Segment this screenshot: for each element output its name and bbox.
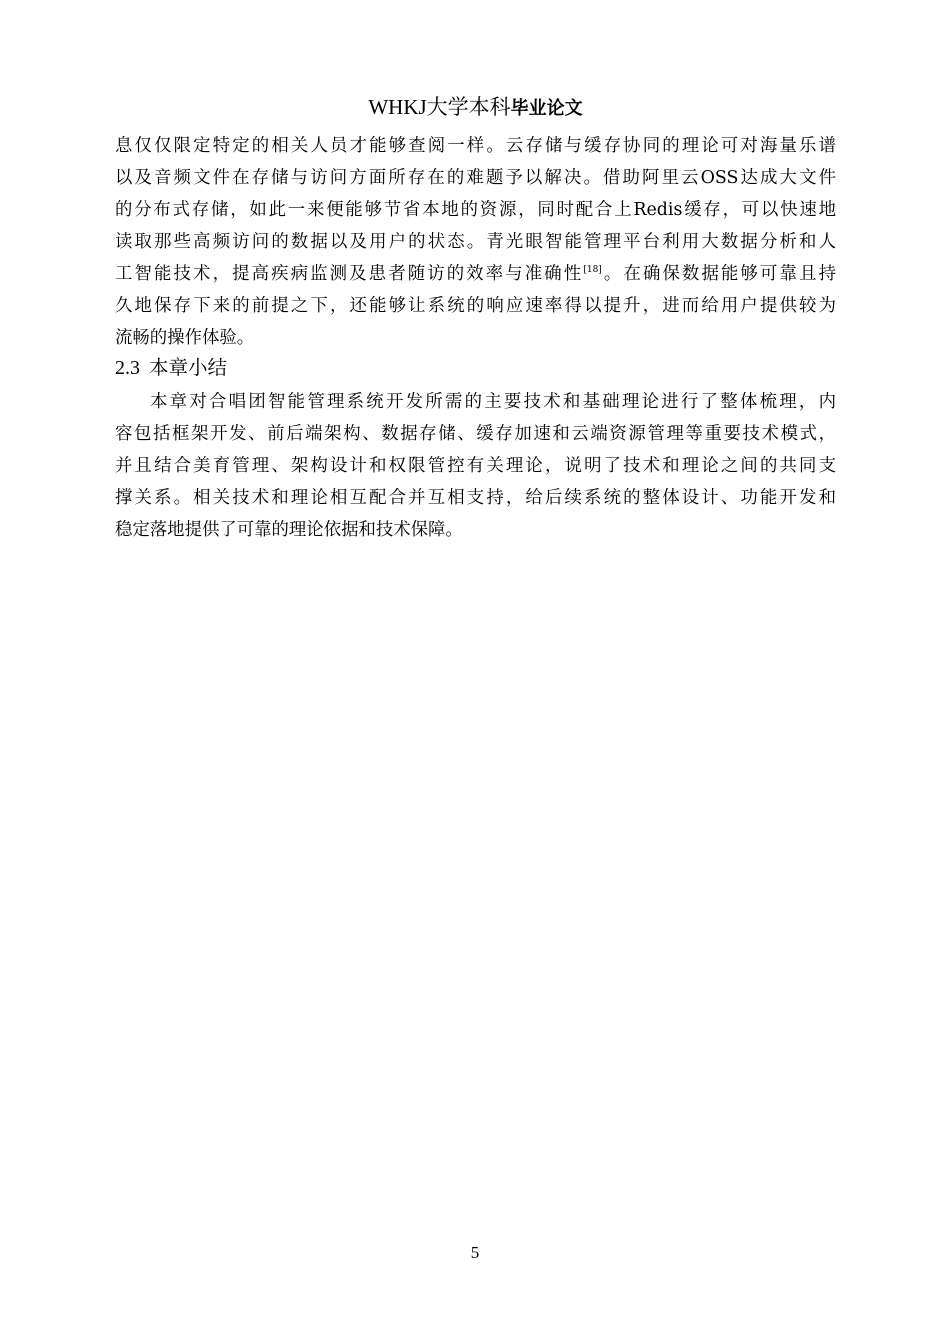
paragraph-line: 并且结合美育管理、架构设计和权限管控有关理论，说明了技术和理论之间的共同支 — [115, 456, 836, 476]
header-title-thesis: 毕业论文 — [510, 98, 583, 119]
paragraph-line: 稳定落地提供了可靠的理论依据和技术保障。 — [115, 520, 463, 540]
paragraph-line: 以及音频文件在存储与访问方面所存在的难题予以解决。借助阿里云OSS达成大文件 — [115, 168, 836, 188]
paragraph-line-text: 。在确保数据能够可靠且持 — [601, 264, 836, 284]
paragraph-line: 流畅的操作体验。 — [115, 328, 255, 348]
paragraph-line: 读取那些高频访问的数据以及用户的状态。青光眼智能管理平台利用大数据分析和人 — [115, 232, 836, 252]
header-title-university: WHKJ大学本科 — [368, 95, 511, 119]
paragraph-line — [115, 259, 836, 289]
paragraph-line: 本章对合唱团智能管理系统开发所需的主要技术和基础理论进行了整体梳理，内 — [150, 392, 836, 412]
page-number: 5 — [470, 1243, 480, 1262]
paragraph-line: 久地保存下来的前提之下，还能够让系统的响应速率得以提升，进而给用户提供较为 — [115, 296, 836, 316]
section-number: 2.3 — [115, 357, 140, 379]
paragraph-line: 的分布式存储，如此一来便能够节省本地的资源，同时配合上Redis缓存，可以快速地 — [115, 200, 836, 220]
section-heading — [115, 353, 227, 383]
paragraph-line: 息仅仅限定特定的相关人员才能够查阅一样。云存储与缓存协同的理论可对海量乐谱 — [115, 136, 836, 156]
section-title: 本章小结 — [149, 356, 228, 379]
page-header — [115, 92, 836, 122]
paragraph-line: 容包括框架开发、前后端架构、数据存储、缓存加速和云端资源管理等重要技术模式， — [115, 424, 836, 444]
paragraph-line-text: 工智能技术，提高疾病监测及患者随访的效率与准确性 — [115, 264, 584, 284]
citation-ref: [18] — [583, 265, 602, 275]
paragraph-line: 撑关系。相关技术和理论相互配合并互相支持，给后续系统的整体设计、功能开发和 — [115, 488, 836, 508]
